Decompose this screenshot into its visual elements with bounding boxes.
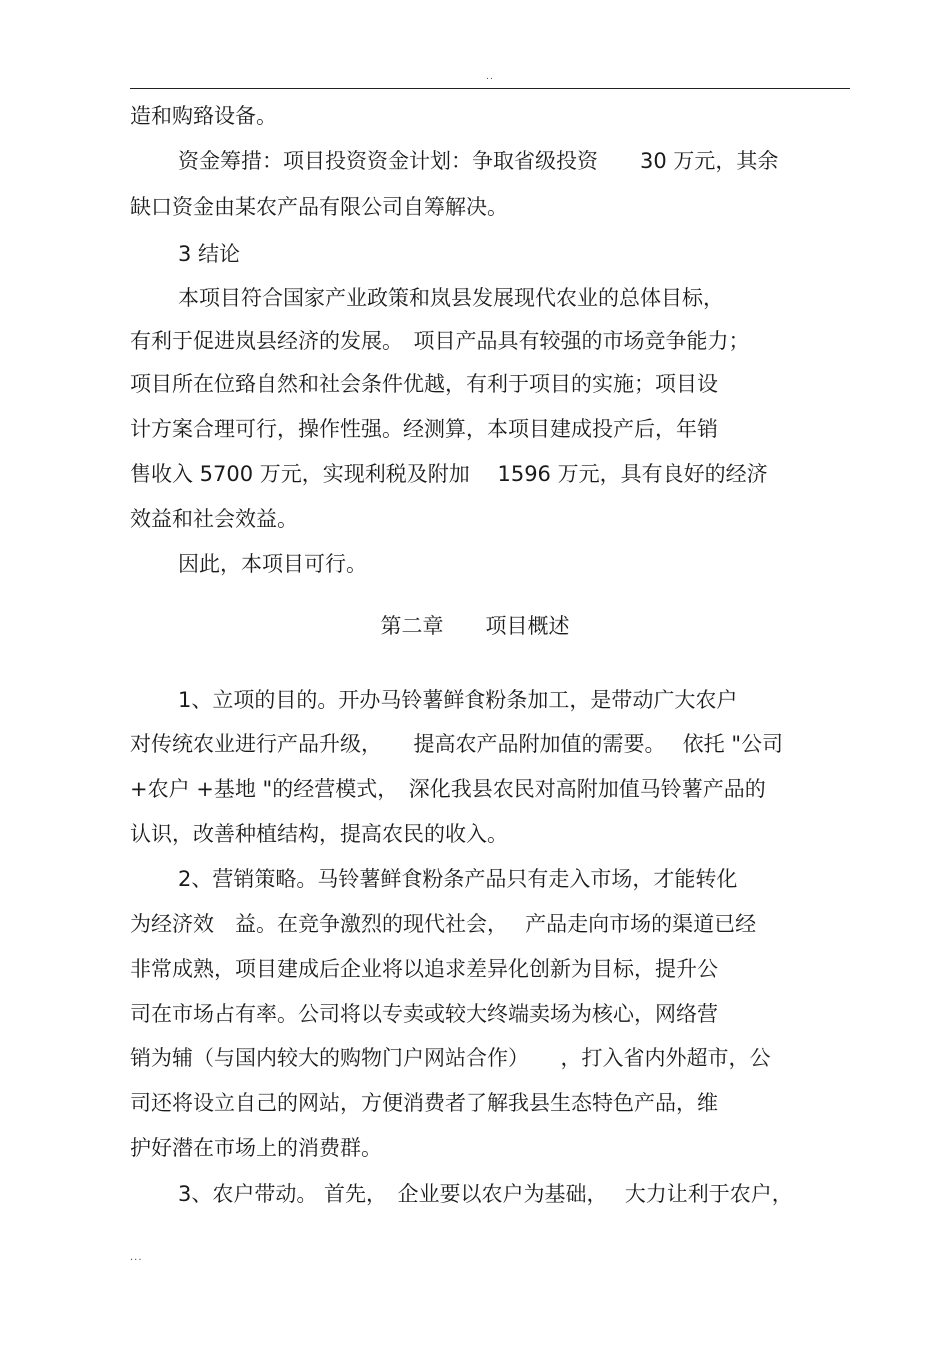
text-line: 3、农户带动。 首先， 企业要以农户为基础， 大力让利于农户， <box>178 1182 793 1206</box>
text-line: 计方案合理可行，操作性强。经测算，本项目建成投产后，年销 <box>130 417 718 441</box>
text-line: 本项目符合国家产业政策和岚县发展现代农业的总体目标， <box>178 286 724 310</box>
text-line: 因此，本项目可行。 <box>178 552 367 576</box>
footer-mark: ... <box>130 1252 143 1263</box>
text-line: 非常成熟，项目建成后企业将以追求差异化创新为目标，提升公 <box>130 957 718 981</box>
text-line: +农户 +基地 "的经营模式， 深化我县农民对高附加值马铃薯产品的 <box>130 777 766 801</box>
text-line: 有利于促进岚县经济的发展。 项目产品具有较强的市场竞争能力； <box>130 329 750 353</box>
text-line: 1、立项的目的。开办马铃薯鲜食粉条加工，是带动广大农户 <box>178 688 738 712</box>
header-rule <box>130 88 850 89</box>
text-line: 护好潜在市场上的消费群。 <box>130 1136 382 1160</box>
text-line: 资金筹措：项目投资资金计划：争取省级投资 30 万元，其余 <box>178 149 779 173</box>
section-heading: 3 结论 <box>178 242 241 266</box>
text-line: 司在市场占有率。公司将以专卖或较大终端卖场为核心，网络营 <box>130 1002 718 1026</box>
chapter-title: 第二章 项目概述 <box>380 614 570 638</box>
text-line: 售收入 5700 万元，实现利税及附加 1596 万元，具有良好的经济 <box>130 462 768 486</box>
text-line: 销为辅（与国内较大的购物门户网站合作） ，打入省内外超市，公 <box>130 1046 771 1070</box>
text-line: 效益和社会效益。 <box>130 507 298 531</box>
text-line: 对传统农业进行产品升级， 提高农产品附加值的需要。 依托 "公司 <box>130 732 784 756</box>
text-line: 缺口资金由某农产品有限公司自筹解决。 <box>130 195 508 219</box>
text-line: 造和购臵设备。 <box>130 104 277 128</box>
text-line: 司还将设立自己的网站，方便消费者了解我县生态特色产品，维 <box>130 1091 718 1115</box>
header-mark: .. <box>486 72 494 82</box>
text-line: 项目所在位臵自然和社会条件优越，有利于项目的实施；项目设 <box>130 372 718 396</box>
text-line: 为经济效 益。在竞争激烈的现代社会， 产品走向市场的渠道已经 <box>130 912 757 936</box>
text-line: 2、营销策略。马铃薯鲜食粉条产品只有走入市场，才能转化 <box>178 867 738 891</box>
text-line: 认识，改善种植结构，提高农民的收入。 <box>130 822 508 846</box>
